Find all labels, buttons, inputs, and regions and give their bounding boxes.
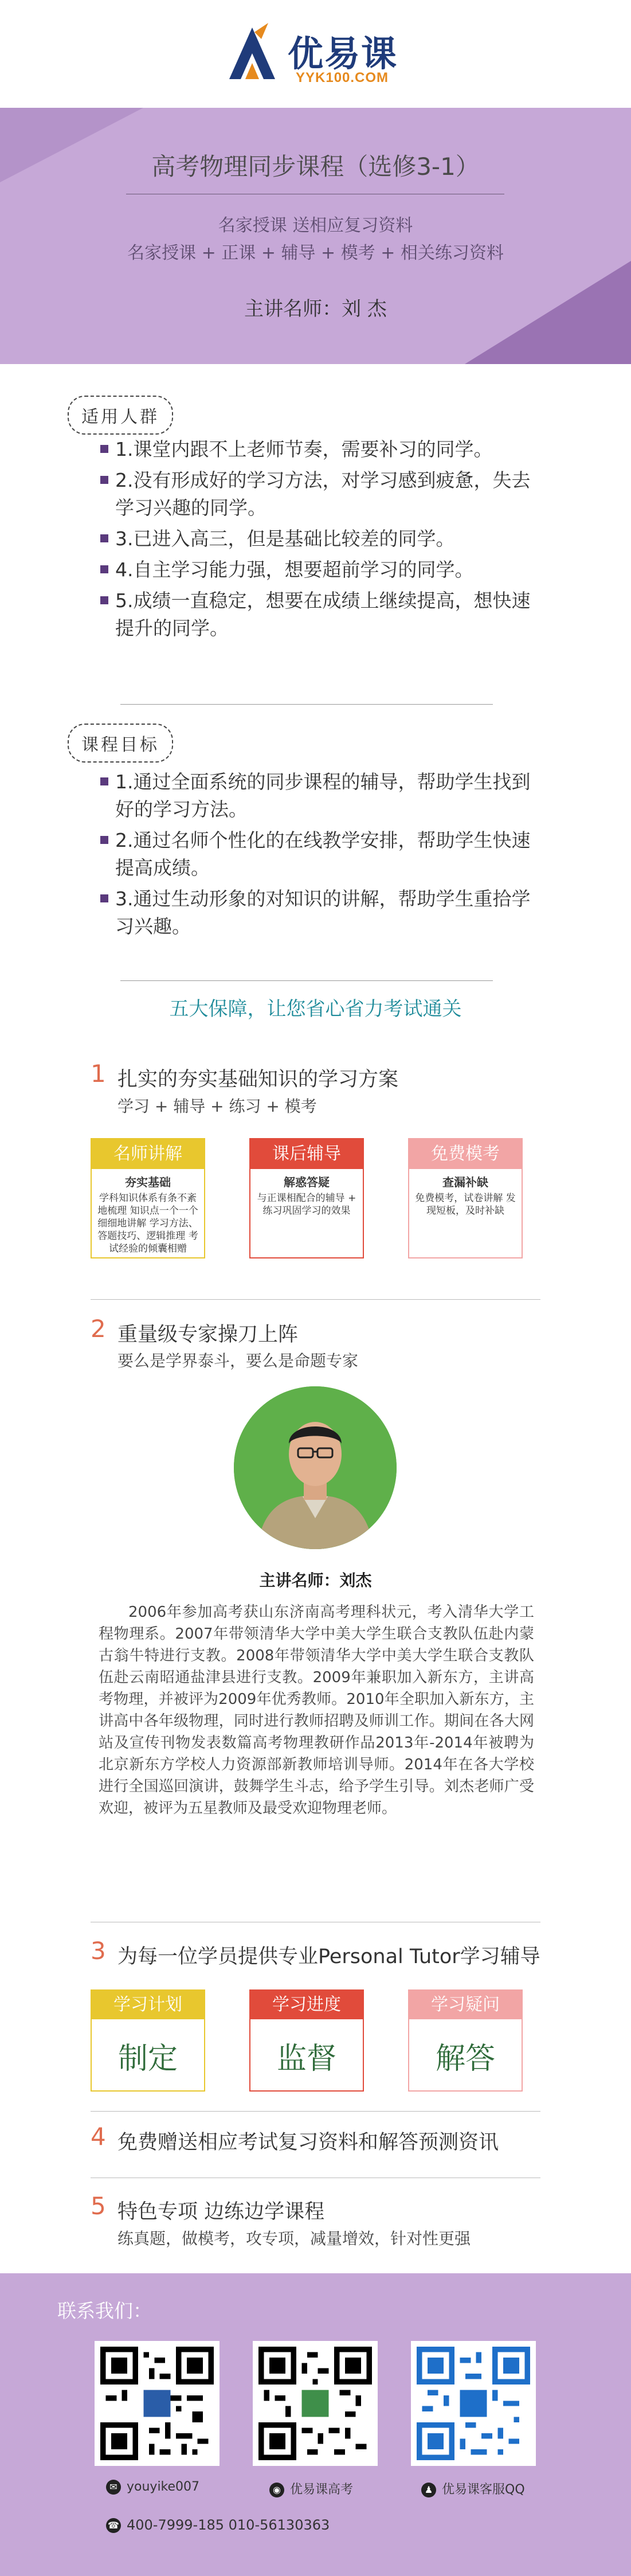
card-questions <box>408 1989 523 2092</box>
weibo-icon: ◉ <box>269 2483 284 2497</box>
section-number: 1 <box>91 1060 106 1088</box>
card-keyword: 夯实基础 <box>125 1175 171 1189</box>
wechat-id: youyike007 <box>127 2480 200 2494</box>
card-header: 学习计划 <box>92 1991 204 2019</box>
card-text: 与正课相配合的辅导 + 练习巩固学习的效果 <box>257 1193 356 1217</box>
list-item: 5.成绩一直稳定，想要在成绩上继续提高，想快速提升的同学。 <box>100 587 536 642</box>
card-word: 制定 <box>117 2042 178 2076</box>
hero-tagline-2: 名家授课 + 正课 + 辅导 + 模考 + 相关练习资料 <box>127 243 504 263</box>
wechat-icon: ✉ <box>106 2480 121 2495</box>
card-body <box>409 1169 522 1224</box>
card-progress <box>249 1989 364 2092</box>
card-keyword: 查漏补缺 <box>442 1175 488 1189</box>
section-subtitle: 学习 + 辅导 + 练习 + 模考 <box>117 1097 317 1116</box>
card-header: 名师讲解 <box>92 1139 204 1169</box>
section-number: 5 <box>91 2192 106 2220</box>
card-keyword: 解惑答疑 <box>284 1175 330 1189</box>
section-divider <box>91 2111 540 2112</box>
section-title: 为每一位学员提供专业Personal Tutor学习辅导 <box>117 1945 540 1968</box>
card-mock-exam <box>408 1138 523 1258</box>
teacher-avatar <box>234 1386 397 1549</box>
goals-list <box>100 768 536 944</box>
section-subtitle: 要么是学界泰斗，要么是命题专家 <box>117 1351 359 1370</box>
logo-url: YYK100.COM <box>296 70 389 85</box>
weibo-id: 优易课高考 <box>290 2483 354 2497</box>
qq-id: 优易课客服QQ <box>442 2483 525 2497</box>
section-title: 重量级专家操刀上阵 <box>117 1323 299 1346</box>
section-divider <box>91 1299 540 1300</box>
section-divider <box>120 980 493 981</box>
card-header: 学习进度 <box>250 1991 363 2019</box>
card-header: 学习疑问 <box>409 1991 522 2019</box>
wechat-label <box>106 2480 199 2495</box>
qq-label <box>421 2480 525 2497</box>
list-item: 4.自主学习能力强，想要超前学习的同学。 <box>100 556 536 584</box>
hero-banner <box>0 108 631 364</box>
logo-mark-icon <box>224 22 281 85</box>
goals-tag: 课程目标 <box>68 724 173 763</box>
audience-list <box>100 436 536 646</box>
course-title: 高考物理同步课程（选修3-1） <box>151 153 480 181</box>
teacher-portrait-icon <box>234 1386 397 1549</box>
card-body <box>250 1169 363 1224</box>
qr-code-icon <box>100 2347 214 2460</box>
weibo-label <box>269 2480 353 2497</box>
qr-code-weibo[interactable] <box>253 2341 378 2466</box>
teacher-label: 主讲名师：刘杰 <box>259 1571 372 1590</box>
card-lecture <box>91 1138 205 1258</box>
qr-code-icon <box>417 2347 530 2460</box>
section-title: 免费赠送相应考试复习资料和解答预测资讯 <box>117 2131 499 2154</box>
card-tutoring <box>249 1138 364 1258</box>
section-number: 2 <box>91 1315 106 1343</box>
contact-footer <box>0 2273 631 2576</box>
list-item: 3.已进入高三，但是基础比较差的同学。 <box>100 525 536 553</box>
teacher-bio: 2006年参加高考获山东济南高考理科状元，考入清华大学工程物理系。2007年带领清华大学中美大学生联合支教队伍赴内蒙古翁牛特进行支教。2008年带领清华大学中美大学生联合支教队伍赴云南昭通盐津县进行支教。2009年兼职加入新东方，主讲高考物理，并被评为2009年优秀教师。2010年全职加入新东方，主讲高中各年级物理，同时进行教师招聘及师训工作。期间在各大网站及宣传刊物发表数篇高考物理教研作品2013年-2014年被聘为北京新东方学校人力资源部新教师培训导师。2014年在各大学校进行全国巡回演讲，鼓舞学生斗志，给予学生引导。刘杰老师广受欢迎，被评为五星教师及最受欢迎物理老师。 <box>99 1604 534 1817</box>
guarantees-title: 五大保障，让您省心省力考试通关 <box>169 998 462 1021</box>
contact-title: 联系我们： <box>57 2300 152 2322</box>
card-header: 课后辅导 <box>250 1139 363 1169</box>
card-header: 免费模考 <box>409 1139 522 1169</box>
hero-teacher: 主讲名师：刘 杰 <box>244 298 387 320</box>
card-study-plan <box>91 1989 205 2092</box>
qq-icon: ♟ <box>421 2483 436 2497</box>
section-title: 扎实的夯实基础知识的学习方案 <box>117 1068 399 1091</box>
phone-row <box>106 2517 330 2533</box>
phone-numbers[interactable]: 400-7999-185 010-56130363 <box>127 2517 330 2533</box>
card-text: 免费模考，试卷讲解 发现短板，及时补缺 <box>415 1193 516 1217</box>
card-word: 监督 <box>276 2042 336 2076</box>
brand-logo <box>224 22 418 85</box>
list-item: 2.没有形成好的学习方法，对学习感到疲惫，失去学习兴趣的同学。 <box>100 467 536 522</box>
qr-code-qq[interactable] <box>411 2341 536 2466</box>
audience-tag: 适用人群 <box>68 396 173 435</box>
qr-code-icon <box>258 2347 372 2460</box>
section-title: 特色专项 边练边学课程 <box>117 2200 325 2223</box>
list-item: 1.课堂内跟不上老师节奏，需要补习的同学。 <box>100 436 536 463</box>
card-word: 解答 <box>435 2042 495 2076</box>
list-item: 2.通过名师个性化的在线教学安排，帮助学生快速提高成绩。 <box>100 827 536 882</box>
phone-icon: ☎ <box>106 2518 121 2533</box>
section-number: 4 <box>91 2122 106 2151</box>
list-item: 1.通过全面系统的同步课程的辅导，帮助学生找到好的学习方法。 <box>100 768 536 823</box>
section-subtitle: 练真题，做模考，攻专项，减量增效，针对性更强 <box>117 2229 471 2248</box>
hero-tagline-1: 名家授课 送相应复习资料 <box>218 216 413 236</box>
list-item: 3.通过生动形象的对知识的讲解，帮助学生重拾学习兴趣。 <box>100 885 536 940</box>
section-divider <box>120 704 493 705</box>
section-number: 3 <box>91 1937 106 1965</box>
card-body <box>92 1169 204 1262</box>
logo-name: 优易课 <box>288 33 398 75</box>
card-text: 学科知识体系有条不紊地梳理 知识点一个一个细细地讲解 学习方法、答题技巧、逻辑推理 考试经验的倾囊相赠 <box>97 1193 198 1254</box>
qr-code-wechat[interactable] <box>95 2341 220 2466</box>
